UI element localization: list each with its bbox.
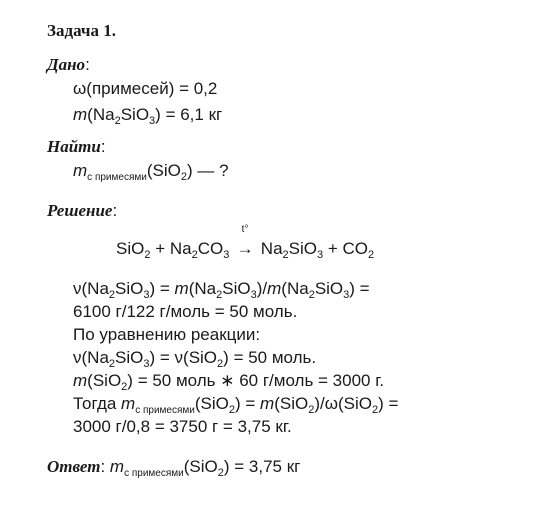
solution-line-6: Тогда $m_{с примесями}(SiO_2) = m(SiO_2)/\omega(SiO_2)$ =	[73, 394, 399, 416]
given-impurity-fraction: ω(примесей) = 0,2	[73, 79, 218, 98]
given-heading-line: Дано:	[47, 55, 90, 74]
answer-line: Ответ: $m_{с примесями}(SiO_2) = 3,75$ кг	[47, 457, 301, 479]
solution-line-1: $\nu(Na_2SiO_3) = m(Na_2SiO_3)/m(Na_2SiO_3)$ =	[73, 279, 370, 301]
find-heading-line: Найти:	[47, 137, 106, 156]
solution-line-2: 6100 г/122 г/моль = 50 моль.	[73, 302, 298, 321]
find-heading: Найти	[47, 137, 101, 156]
solution-line-7: 3000 г/0,8 = 3750 г = 3,75 кг.	[73, 417, 292, 436]
solution-heading: Решение	[47, 201, 113, 220]
task-title: Задача 1.	[47, 21, 116, 40]
solution-line-4: $\nu(Na_2SiO_3) = \nu(SiO_2) = 50$ моль.	[73, 348, 317, 370]
find-target: $m_{с примесями}(SiO_2)$ — ?	[73, 161, 229, 183]
reaction-equation: $SiO_2 + Na_2CO_3$ t° → $Na_2SiO_3 + CO_2$	[116, 224, 375, 261]
answer-heading: Ответ	[47, 457, 101, 476]
solution-line-5: m(SiO$_2$) = 50 моль ∗ 60 г/моль = 3000 г.	[73, 371, 385, 393]
solution-heading-line: Решение:	[47, 201, 118, 220]
given-heading: Дано	[47, 55, 86, 74]
given-mass-na2sio3: $m(Na_2SiO_3) = 6,1$ кг	[73, 105, 223, 127]
solution-line-3: По уравнению реакции:	[73, 325, 261, 344]
reaction-arrow: t° →	[236, 224, 254, 258]
